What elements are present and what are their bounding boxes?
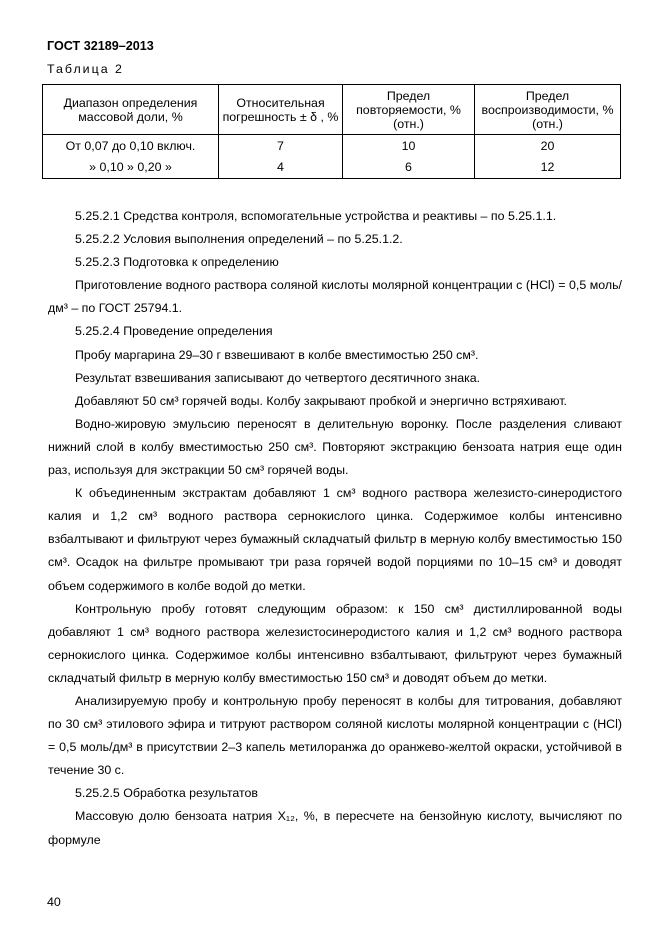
paragraph: Массовую долю бензоата натрия X₁₂, %, в пересчете на бензойную кислоту, вычисляют по формуле: [48, 809, 622, 847]
paragraph: Контрольную пробу готовят следующим образом: к 150 см³ дистиллированной воды добавляют 1 см³ водного раствора железистосинеродистого калия и 1,2 см³ водного раствора сернокислого цинка. Содержимое колбы интенсивно взбалтывают, фильтруют через бумажный складчатый фильтр в мерную колбу вместимостью 150 см³ и доводят объем до метки.: [48, 601, 622, 685]
paragraph: Водно-жировую эмульсию переносят в делительную воронку. После разделения сливают нижний слой в колбу вместимостью 250 см³. Повторяют экстракцию бензоата натрия еще один раз, используя для экстракции 50 см³ горячей воды.: [48, 416, 622, 478]
data-table: [42, 84, 621, 179]
table-cell: 20: [475, 135, 621, 157]
column-header: Предел воспроизводимости, % (отн.): [475, 85, 621, 135]
table-cell: 6: [343, 156, 475, 179]
paragraph: 5.25.2.4 Проведение определения: [75, 324, 273, 339]
paragraph: Результат взвешивания записывают до четвертого десятичного знака.: [75, 370, 481, 385]
column-header: Предел повторяемости, % (отн.): [343, 85, 475, 135]
table-header-row: [43, 85, 621, 135]
paragraph: 5.25.2.2 Условия выполнения определений – по 5.25.1.2.: [75, 232, 403, 247]
paragraph: Приготовление водного раствора соляной кислоты молярной концентрации c (HCl) = 0,5 моль/дм³ – по ГОСТ 25794.1.: [48, 278, 622, 316]
table-cell: 7: [219, 135, 343, 157]
paragraph: Пробу маргарина 29–30 г взвешивают в колбе вместимостью 250 см³.: [75, 347, 479, 362]
table-cell: » 0,10 » 0,20 »: [43, 156, 219, 179]
paragraph: К объединенным экстрактам добавляют 1 см³ водного раствора железисто-синеродистого калия и 1,2 см³ водного раствора сернокислого цинка. Содержимое колбы интенсивно взбалтывают и фильтруют через бумажный складчатый фильтр в мерную колбу вместимостью 150 см³. Осадок на фильтре промывают три раза горячей водой порциями по 10–15 см³ и доводят объем содержимого в колбе водой до метки.: [48, 486, 622, 593]
page-number: 40: [47, 895, 61, 909]
standard-header: ГОСТ 32189–2013: [47, 39, 154, 53]
table-cell: 10: [343, 135, 475, 157]
table-cell: 4: [219, 156, 343, 179]
table-cell: От 0,07 до 0,10 включ.: [43, 135, 219, 157]
table-row: [43, 135, 621, 157]
paragraph: 5.25.2.1 Средства контроля, вспомогательные устройства и реактивы – по 5.25.1.1.: [75, 209, 557, 223]
table-caption: Таблица 2: [47, 62, 124, 76]
body-text: [48, 205, 622, 852]
paragraph: 5.25.2.3 Подготовка к определению: [75, 255, 279, 270]
column-header: Относительная погрешность ± δ , %: [219, 85, 343, 135]
paragraph: Анализируемую пробу и контрольную пробу переносят в колбы для титрования, добавляют по 30 см³ этилового эфира и титруют раствором соляной кислоты молярной концентрации c (HCl) = 0,5 моль/дм³ в присутствии 2–3 капель метилоранжа до оранжево-желтой окраски, устойчивой в течение 30 с.: [48, 693, 622, 778]
table-row: [43, 156, 621, 179]
table-cell: 12: [475, 156, 621, 179]
paragraph: Добавляют 50 см³ горячей воды. Колбу закрывают пробкой и энергично встряхивают.: [75, 393, 567, 408]
paragraph: 5.25.2.5 Обработка результатов: [75, 786, 259, 801]
column-header: Диапазон определения массовой доли, %: [43, 85, 219, 135]
